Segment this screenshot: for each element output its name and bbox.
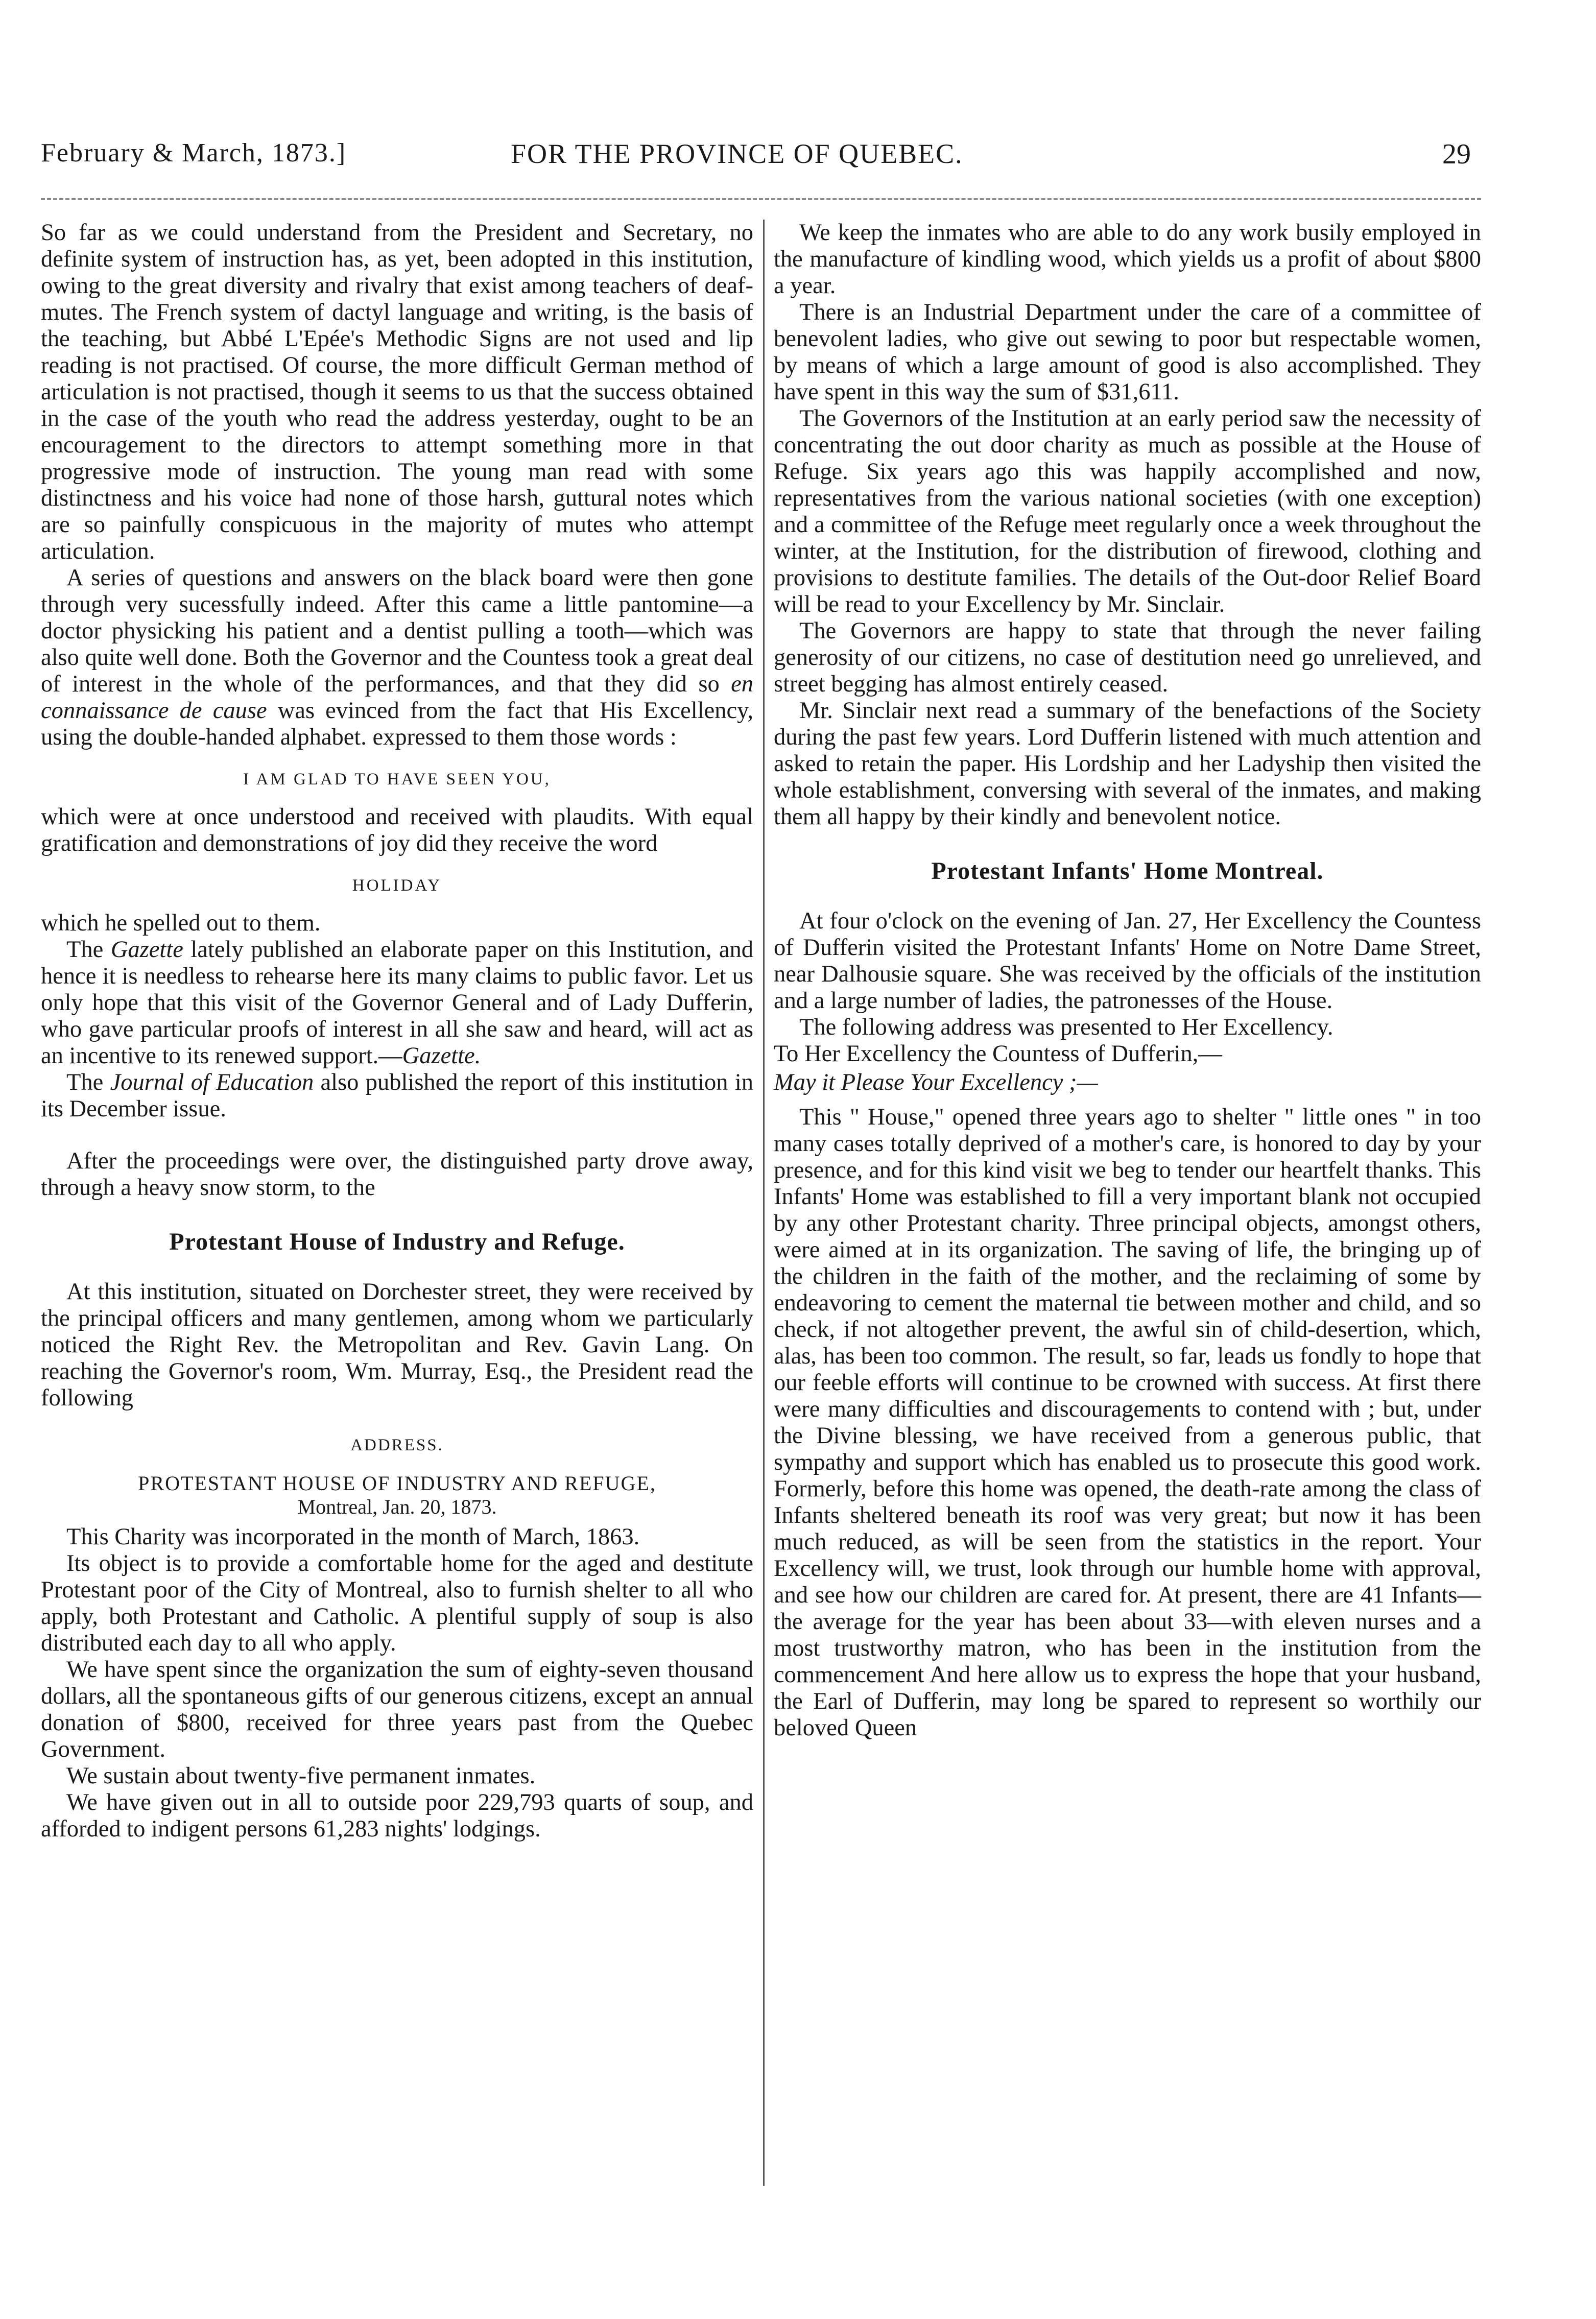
paragraph: The Governors of the Institution at an early period saw the necessity of concentrating the out door charity as much as possible at the House of Refuge. Six years ago this was happily accomplished and now, representatives from the various national societies (with one exception) and a committee of the Refuge meet regularly once a week throughout the winter, at the Institution, for the distribution of firewood, clothing and provisions to destitute families. The details of the Out-door Relief Board will be read to your Excellency by Mr. Sinclair.: [774, 405, 1481, 617]
paragraph: The Governors are happy to state that through the never failing generosity of our citizens, no case of destitution need go unrelieved, and street begging has almost entirely ceased.: [774, 618, 1481, 697]
address-dateline: PROTESTANT HOUSE OF INDUSTRY AND REFUGE, Montreal, Jan. 20, 1873.: [138, 1472, 656, 1518]
paragraph: The Gazette lately published an elaborate paper on this Institution, and hence it is needless to rehearse here its many claims to public favor. Let us only hope that this visit of the Governor General and of Lady Dufferin, who gave particular proofs of interest in all she saw and heard, will act as an incentive to its renewed support.—Gazette.: [41, 937, 754, 1069]
salutation: May it Please Your Excellency ;—: [774, 1069, 1098, 1095]
paragraph: We have given out in all to outside poor 229,793 quarts of soup, and afforded to indigent persons 61,283 nights' lodgings.: [41, 1789, 753, 1842]
paragraph: This " House," opened three years ago to shelter " little ones " in too many cases totally deprived of a mother's care, is honored to day by your presence, and for this kind visit we beg to tender our heartfelt thanks. This Infants' Home was established to fill a very important blank not occupied by any other Protestant charity. Three principal objects, amongst others, were aimed at in its organization. The saving of life, the bringing up of the children in the faith of the mother, and the reclaiming of some by endeavoring to cement the maternal tie between mother and child, and so check, if not altogether prevent, the awful sin of child-desertion, which, alas, has been too common. The result, so far, leads us fondly to hope that our feeble efforts will continue to be crowned with success. At first there were many difficulties and discouragements to contend with ; but, under the Divine blessing, we have received from a generous public, that sympathy and support which has enabled us to prosecute this good work. Formerly, before this home was opened, the death-rate among the class of Infants sheltered beneath its roof was very great; but now it has been much reduced, as will be seen from the statistics in the report. Your Excellency will, we trust, look through our humble home with approval, and see how our children are cared for. At present, there are 41 Infants—the average for the year has been about 33—with eleven nurses and a most trustworthy matron, who has been in the institution from the commencement And here allow us to express the hope that your husband, the Earl of Dufferin, may long be spared to represent so worthily our beloved Queen: [774, 1104, 1481, 1741]
paragraph: There is an Industrial Department under the care of a committee of benevolent ladies, who give out sewing to poor but respectable women, by means of which a large amount of good is also accomplished. They have spent in this way the sum of $31,611.: [774, 299, 1481, 405]
running-header: [41, 138, 1471, 179]
section-heading: Protestant House of Industry and Refuge.: [169, 1228, 625, 1255]
quoted-word: HOLIDAY: [352, 876, 442, 895]
section-heading: Protestant Infants' Home Montreal.: [931, 857, 1324, 884]
paragraph: A series of questions and answers on the black board were then gone through very sucessfully indeed. After this came a little pantomine—a doctor physicking his patient and a dentist pulling a tooth—which was also quite well done. Both the Governor and the Countess took a great deal of interest in the whole of the performances, and that they did so en connaissance de cause was evinced from the fact that His Excellency, using the double-handed alphabet. expressed to them those words :: [41, 565, 753, 750]
paragraph: which were at once understood and received with plaudits. With equal gratification and demonstrations of joy did they receive the word: [41, 804, 753, 856]
paragraph: After the proceedings were over, the distinguished party drove away, through a heavy snow storm, to the: [41, 1148, 753, 1201]
paragraph: The Journal of Education also published the report of this institution in its December issue.: [41, 1069, 753, 1122]
paragraph: Mr. Sinclair next read a summary of the benefactions of the Society during the past few years. Lord Dufferin listened with much attention and asked to retain the paper. His Lordship and her Ladyship then visited the whole establishment, conversing with several of the inmates, and making them all happy by their kindly and benevolent notice.: [774, 698, 1481, 830]
quoted-phrase: I AM GLAD TO HAVE SEEN YOU,: [243, 770, 551, 788]
paragraph: At this institution, situated on Dorchester street, they were received by the principal officers and many gentlemen, among whom we particularly noticed the Right Rev. the Metropolitan and Rev. Gavin Lang. On reaching the Governor's room, Wm. Murray, Esq., the President read the following: [41, 1279, 753, 1411]
paragraph: So far as we could understand from the President and Secretary, no definite system of instruction has, as yet, been adopted in this institution, owing to the great diversity and rivalry that exist among teachers of deaf-mutes. The French system of dactyl language and writing, is the basis of the teaching, but Abbé L'Epée's Methodic Signs are not used and lip reading is not practised. Of course, the more difficult German method of articulation is not practised, though it seems to us that the success obtained in the case of the youth who read the address yesterday, ought to be an encouragement to the directors to attempt something more in that progressive mode of instruction. The young man read with some distinctness and his voice had none of those harsh, guttural notes which are so painfully conspicuous in the majority of mutes who attempt articulation.: [41, 220, 753, 564]
header-date: February & March, 1873.]: [41, 138, 347, 168]
right-column: [774, 220, 1481, 1741]
paragraph: We have spent since the organization the sum of eighty-seven thousand dollars, all the spontaneous gifts of our generous citizens, except an annual donation of $800, received for three years past from the Quebec Government.: [41, 1657, 753, 1762]
paragraph: At four o'clock on the evening of Jan. 27, Her Excellency the Countess of Dufferin visited the Protestant Infants' Home on Notre Dame Street, near Dalhousie square. She was received by the officials of the institution and a large number of ladies, the patronesses of the House.: [774, 908, 1481, 1014]
paragraph: Its object is to provide a comfortable home for the aged and destitute Protestant poor of the City of Montreal, also to furnish shelter to all who apply, both Protestant and Catholic. A plentiful supply of soup is also distributed each day to all who apply.: [41, 1550, 753, 1656]
left-column: [41, 220, 753, 1843]
paragraph: which he spelled out to them.: [41, 910, 321, 936]
paragraph: We keep the inmates who are able to do any work busily employed in the manufacture of kindling wood, which yields us a profit of about $800 a year.: [774, 220, 1481, 299]
paragraph: We sustain about twenty-five permanent inmates.: [66, 1763, 536, 1789]
paragraph: This Charity was incorporated in the month of March, 1863.: [66, 1524, 640, 1550]
page-number: 29: [1442, 138, 1471, 170]
header-title: FOR THE PROVINCE OF QUEBEC.: [511, 138, 963, 169]
header-divider: [41, 198, 1481, 200]
paragraph: The following address was presented to Her Excellency.: [799, 1014, 1333, 1040]
paragraph: To Her Excellency the Countess of Dufferin,—: [774, 1041, 1222, 1067]
address-label: ADDRESS.: [350, 1436, 444, 1454]
column-divider: [763, 220, 765, 2186]
